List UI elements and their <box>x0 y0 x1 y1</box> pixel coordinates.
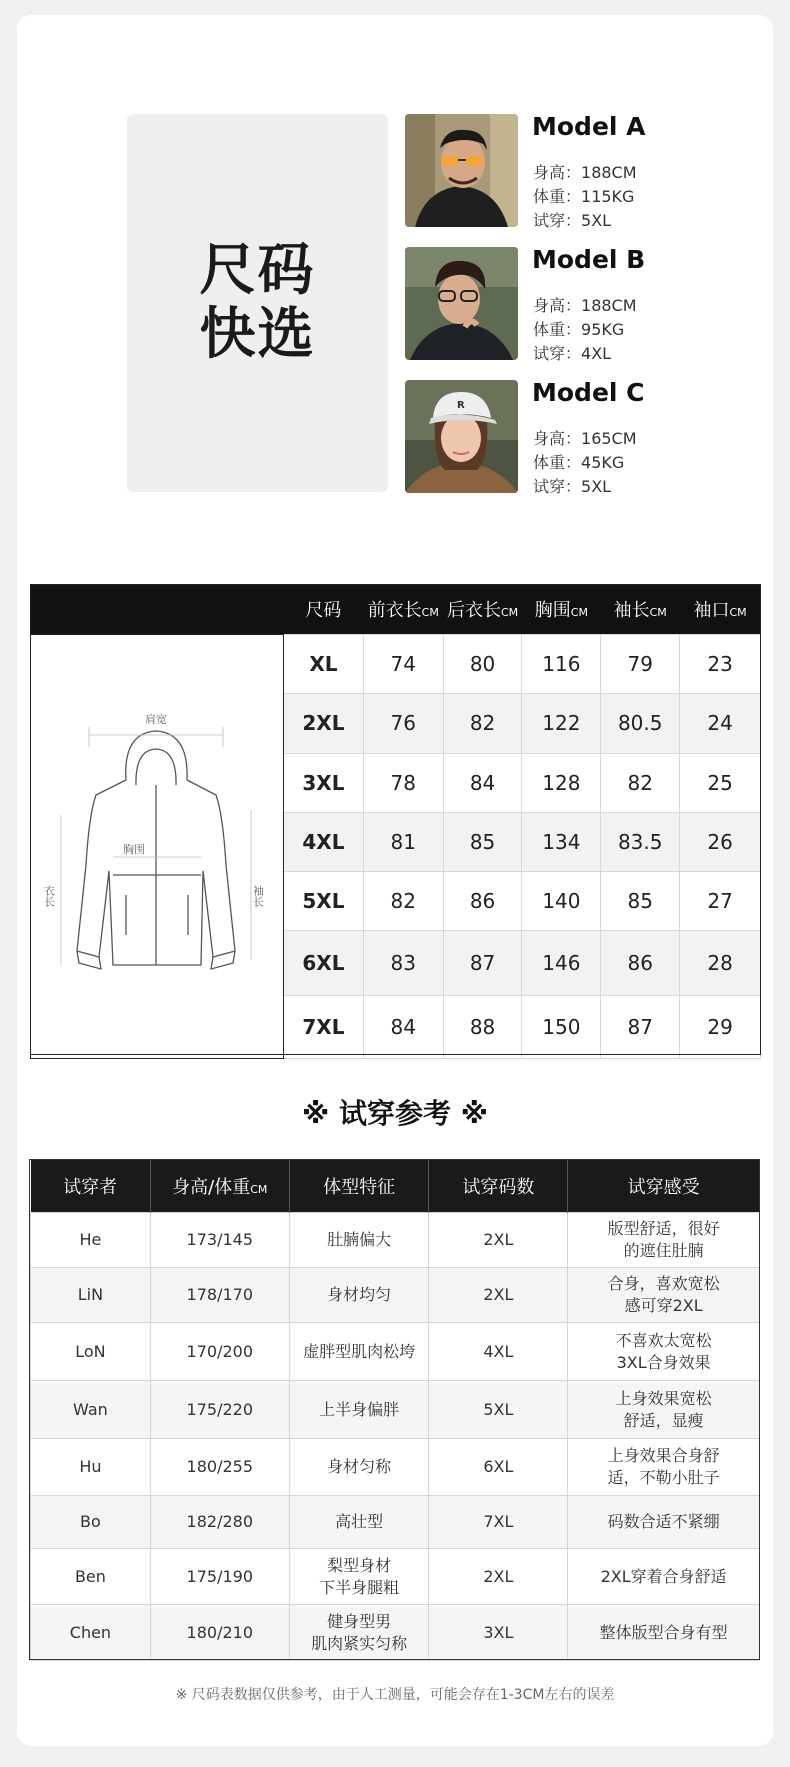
value-cell: 81 <box>363 812 443 871</box>
trial-name-cell: Hu <box>31 1439 151 1496</box>
trial-row <box>31 1323 760 1381</box>
value-cell: 116 <box>522 635 601 694</box>
value-cell: 78 <box>363 753 443 812</box>
trial-feel-cell: 整体版型合身有型 <box>568 1605 760 1661</box>
value-cell: 82 <box>443 694 522 753</box>
model-card-c <box>405 380 765 494</box>
svg-text:衣长: 衣长 <box>42 885 56 907</box>
value-cell: 82 <box>601 753 680 812</box>
trial-size-cell: 4XL <box>429 1323 568 1381</box>
value-cell: 76 <box>363 694 443 753</box>
size-header-cell: 尺码 <box>283 584 363 635</box>
trial-feel-cell: 上身效果合身舒 适，不勒小肚子 <box>568 1439 760 1496</box>
value-cell: 74 <box>363 635 443 694</box>
trial-row <box>31 1496 760 1549</box>
size-header-cell: 袖长CM <box>601 584 680 635</box>
trial-feel-cell: 2XL穿着合身舒适 <box>568 1549 760 1605</box>
value-cell: 84 <box>443 753 522 812</box>
value-cell: 80 <box>443 635 522 694</box>
value-cell: 79 <box>601 635 680 694</box>
model-weight: 体重：115KG <box>533 187 635 206</box>
trial-hw-cell: 175/220 <box>150 1381 289 1439</box>
model-weight: 体重：95KG <box>533 320 625 339</box>
trial-body-cell: 上半身偏胖 <box>289 1381 429 1439</box>
size-table-header-blank <box>31 584 284 635</box>
value-cell: 25 <box>680 753 761 812</box>
model-weight: 体重：45KG <box>533 453 625 472</box>
value-cell: 27 <box>680 872 761 931</box>
size-cell: 4XL <box>283 812 363 871</box>
trial-hw-cell: 173/145 <box>150 1213 289 1268</box>
quick-select-panel <box>127 114 388 492</box>
value-cell: 28 <box>680 931 761 995</box>
model-height: 身高：165CM <box>533 429 637 448</box>
trial-feel-cell: 不喜欢太宽松 3XL合身效果 <box>568 1323 760 1381</box>
value-cell: 88 <box>443 995 522 1058</box>
trial-name-cell: Bo <box>31 1496 151 1549</box>
trial-header-cell: 体型特征 <box>289 1160 429 1213</box>
model-name: Model A <box>532 112 646 141</box>
trial-name-cell: He <box>31 1213 151 1268</box>
value-cell: 128 <box>522 753 601 812</box>
svg-text:R: R <box>457 400 465 411</box>
size-header-cell: 袖口CM <box>680 584 761 635</box>
value-cell: 82 <box>363 872 443 931</box>
model-height: 身高：188CM <box>533 296 637 315</box>
trial-row <box>31 1381 760 1439</box>
model-photo <box>405 114 518 227</box>
trial-body-cell: 健身型男 肌肉紧实匀称 <box>289 1605 429 1661</box>
trial-body-cell: 梨型身材 下半身腿粗 <box>289 1549 429 1605</box>
trial-table <box>30 1160 760 1661</box>
size-row <box>31 635 761 694</box>
size-header-cell: 前衣长CM <box>363 584 443 635</box>
value-cell: 23 <box>680 635 761 694</box>
trial-row <box>31 1213 760 1268</box>
size-header-cell: 后衣长CM <box>443 584 522 635</box>
value-cell: 150 <box>522 995 601 1058</box>
trial-hw-cell: 180/210 <box>150 1605 289 1661</box>
trial-row <box>31 1439 760 1496</box>
model-height: 身高：188CM <box>533 163 637 182</box>
size-cell: XL <box>283 635 363 694</box>
size-cell: 6XL <box>283 931 363 995</box>
value-cell: 86 <box>443 872 522 931</box>
trial-hw-cell: 178/170 <box>150 1268 289 1323</box>
trial-header-cell: 身高/体重CM <box>150 1160 289 1213</box>
trial-section-title: ※ 试穿参考 ※ <box>302 1097 488 1130</box>
value-cell: 146 <box>522 931 601 995</box>
value-cell: 85 <box>443 812 522 871</box>
trial-name-cell: Ben <box>31 1549 151 1605</box>
trial-hw-cell: 175/190 <box>150 1549 289 1605</box>
value-cell: 87 <box>601 995 680 1058</box>
trial-header-cell: 试穿感受 <box>568 1160 760 1213</box>
model-photo <box>405 380 518 493</box>
value-cell: 86 <box>601 931 680 995</box>
size-cell: 3XL <box>283 753 363 812</box>
value-cell: 83.5 <box>601 812 680 871</box>
value-cell: 85 <box>601 872 680 931</box>
trial-header-cell: 试穿码数 <box>429 1160 568 1213</box>
trial-header-cell: 试穿者 <box>31 1160 151 1213</box>
trial-body-cell: 身材匀称 <box>289 1439 429 1496</box>
model-card-a <box>405 114 765 228</box>
trial-size-cell: 7XL <box>429 1496 568 1549</box>
trial-row <box>31 1268 760 1323</box>
trial-hw-cell: 180/255 <box>150 1439 289 1496</box>
trial-body-cell: 身材均匀 <box>289 1268 429 1323</box>
model-name: Model B <box>532 245 646 274</box>
model-card-b <box>405 247 765 361</box>
jacket-outline-icon <box>31 635 282 1053</box>
model-photo <box>405 247 518 360</box>
footnote: ※ 尺码表数据仅供参考，由于人工测量，可能会存在1-3CM左右的误差 <box>175 1687 615 1703</box>
trial-body-cell: 高壮型 <box>289 1496 429 1549</box>
trial-name-cell: Chen <box>31 1605 151 1661</box>
model-name: Model C <box>532 378 645 407</box>
value-cell: 24 <box>680 694 761 753</box>
trial-body-cell: 虚胖型肌肉松垮 <box>289 1323 429 1381</box>
trial-size-cell: 2XL <box>429 1549 568 1605</box>
trial-size-cell: 6XL <box>429 1439 568 1496</box>
value-cell: 84 <box>363 995 443 1058</box>
trial-row <box>31 1549 760 1605</box>
value-cell: 83 <box>363 931 443 995</box>
size-cell: 7XL <box>283 995 363 1058</box>
trial-name-cell: Wan <box>31 1381 151 1439</box>
trial-table-header <box>31 1160 760 1213</box>
trial-feel-cell: 版型舒适，很好 的遮住肚腩 <box>568 1213 760 1268</box>
svg-text:袖长: 袖长 <box>251 885 265 907</box>
trial-body-cell: 肚腩偏大 <box>289 1213 429 1268</box>
size-table <box>30 584 761 1059</box>
value-cell: 122 <box>522 694 601 753</box>
trial-name-cell: LiN <box>31 1268 151 1323</box>
value-cell: 26 <box>680 812 761 871</box>
size-cell: 5XL <box>283 872 363 931</box>
value-cell: 87 <box>443 931 522 995</box>
trial-feel-cell: 码数合适不紧绷 <box>568 1496 760 1549</box>
quick-select-line1: 尺码 <box>199 238 316 303</box>
model-fit: 试穿：4XL <box>533 344 612 363</box>
size-cell: 2XL <box>283 694 363 753</box>
svg-text:肩宽: 肩宽 <box>145 713 168 726</box>
value-cell: 29 <box>680 995 761 1058</box>
trial-size-cell: 5XL <box>429 1381 568 1439</box>
trial-feel-cell: 上身效果宽松 舒适，显瘦 <box>568 1381 760 1439</box>
trial-name-cell: LoN <box>31 1323 151 1381</box>
trial-row <box>31 1605 760 1661</box>
model-fit: 试穿：5XL <box>533 477 612 496</box>
trial-size-cell: 2XL <box>429 1213 568 1268</box>
value-cell: 134 <box>522 812 601 871</box>
value-cell: 80.5 <box>601 694 680 753</box>
trial-feel-cell: 合身，喜欢宽松 感可穿2XL <box>568 1268 760 1323</box>
quick-select-line2: 快选 <box>199 302 316 367</box>
svg-text:胸围: 胸围 <box>123 843 146 856</box>
model-fit: 试穿：5XL <box>533 211 612 230</box>
value-cell: 140 <box>522 872 601 931</box>
trial-hw-cell: 182/280 <box>150 1496 289 1549</box>
size-table-header <box>31 584 761 635</box>
trial-size-cell: 2XL <box>429 1268 568 1323</box>
trial-hw-cell: 170/200 <box>150 1323 289 1381</box>
jacket-diagram <box>31 635 284 1059</box>
trial-size-cell: 3XL <box>429 1605 568 1661</box>
size-header-cell: 胸围CM <box>522 584 601 635</box>
quick-select-title <box>200 239 316 367</box>
